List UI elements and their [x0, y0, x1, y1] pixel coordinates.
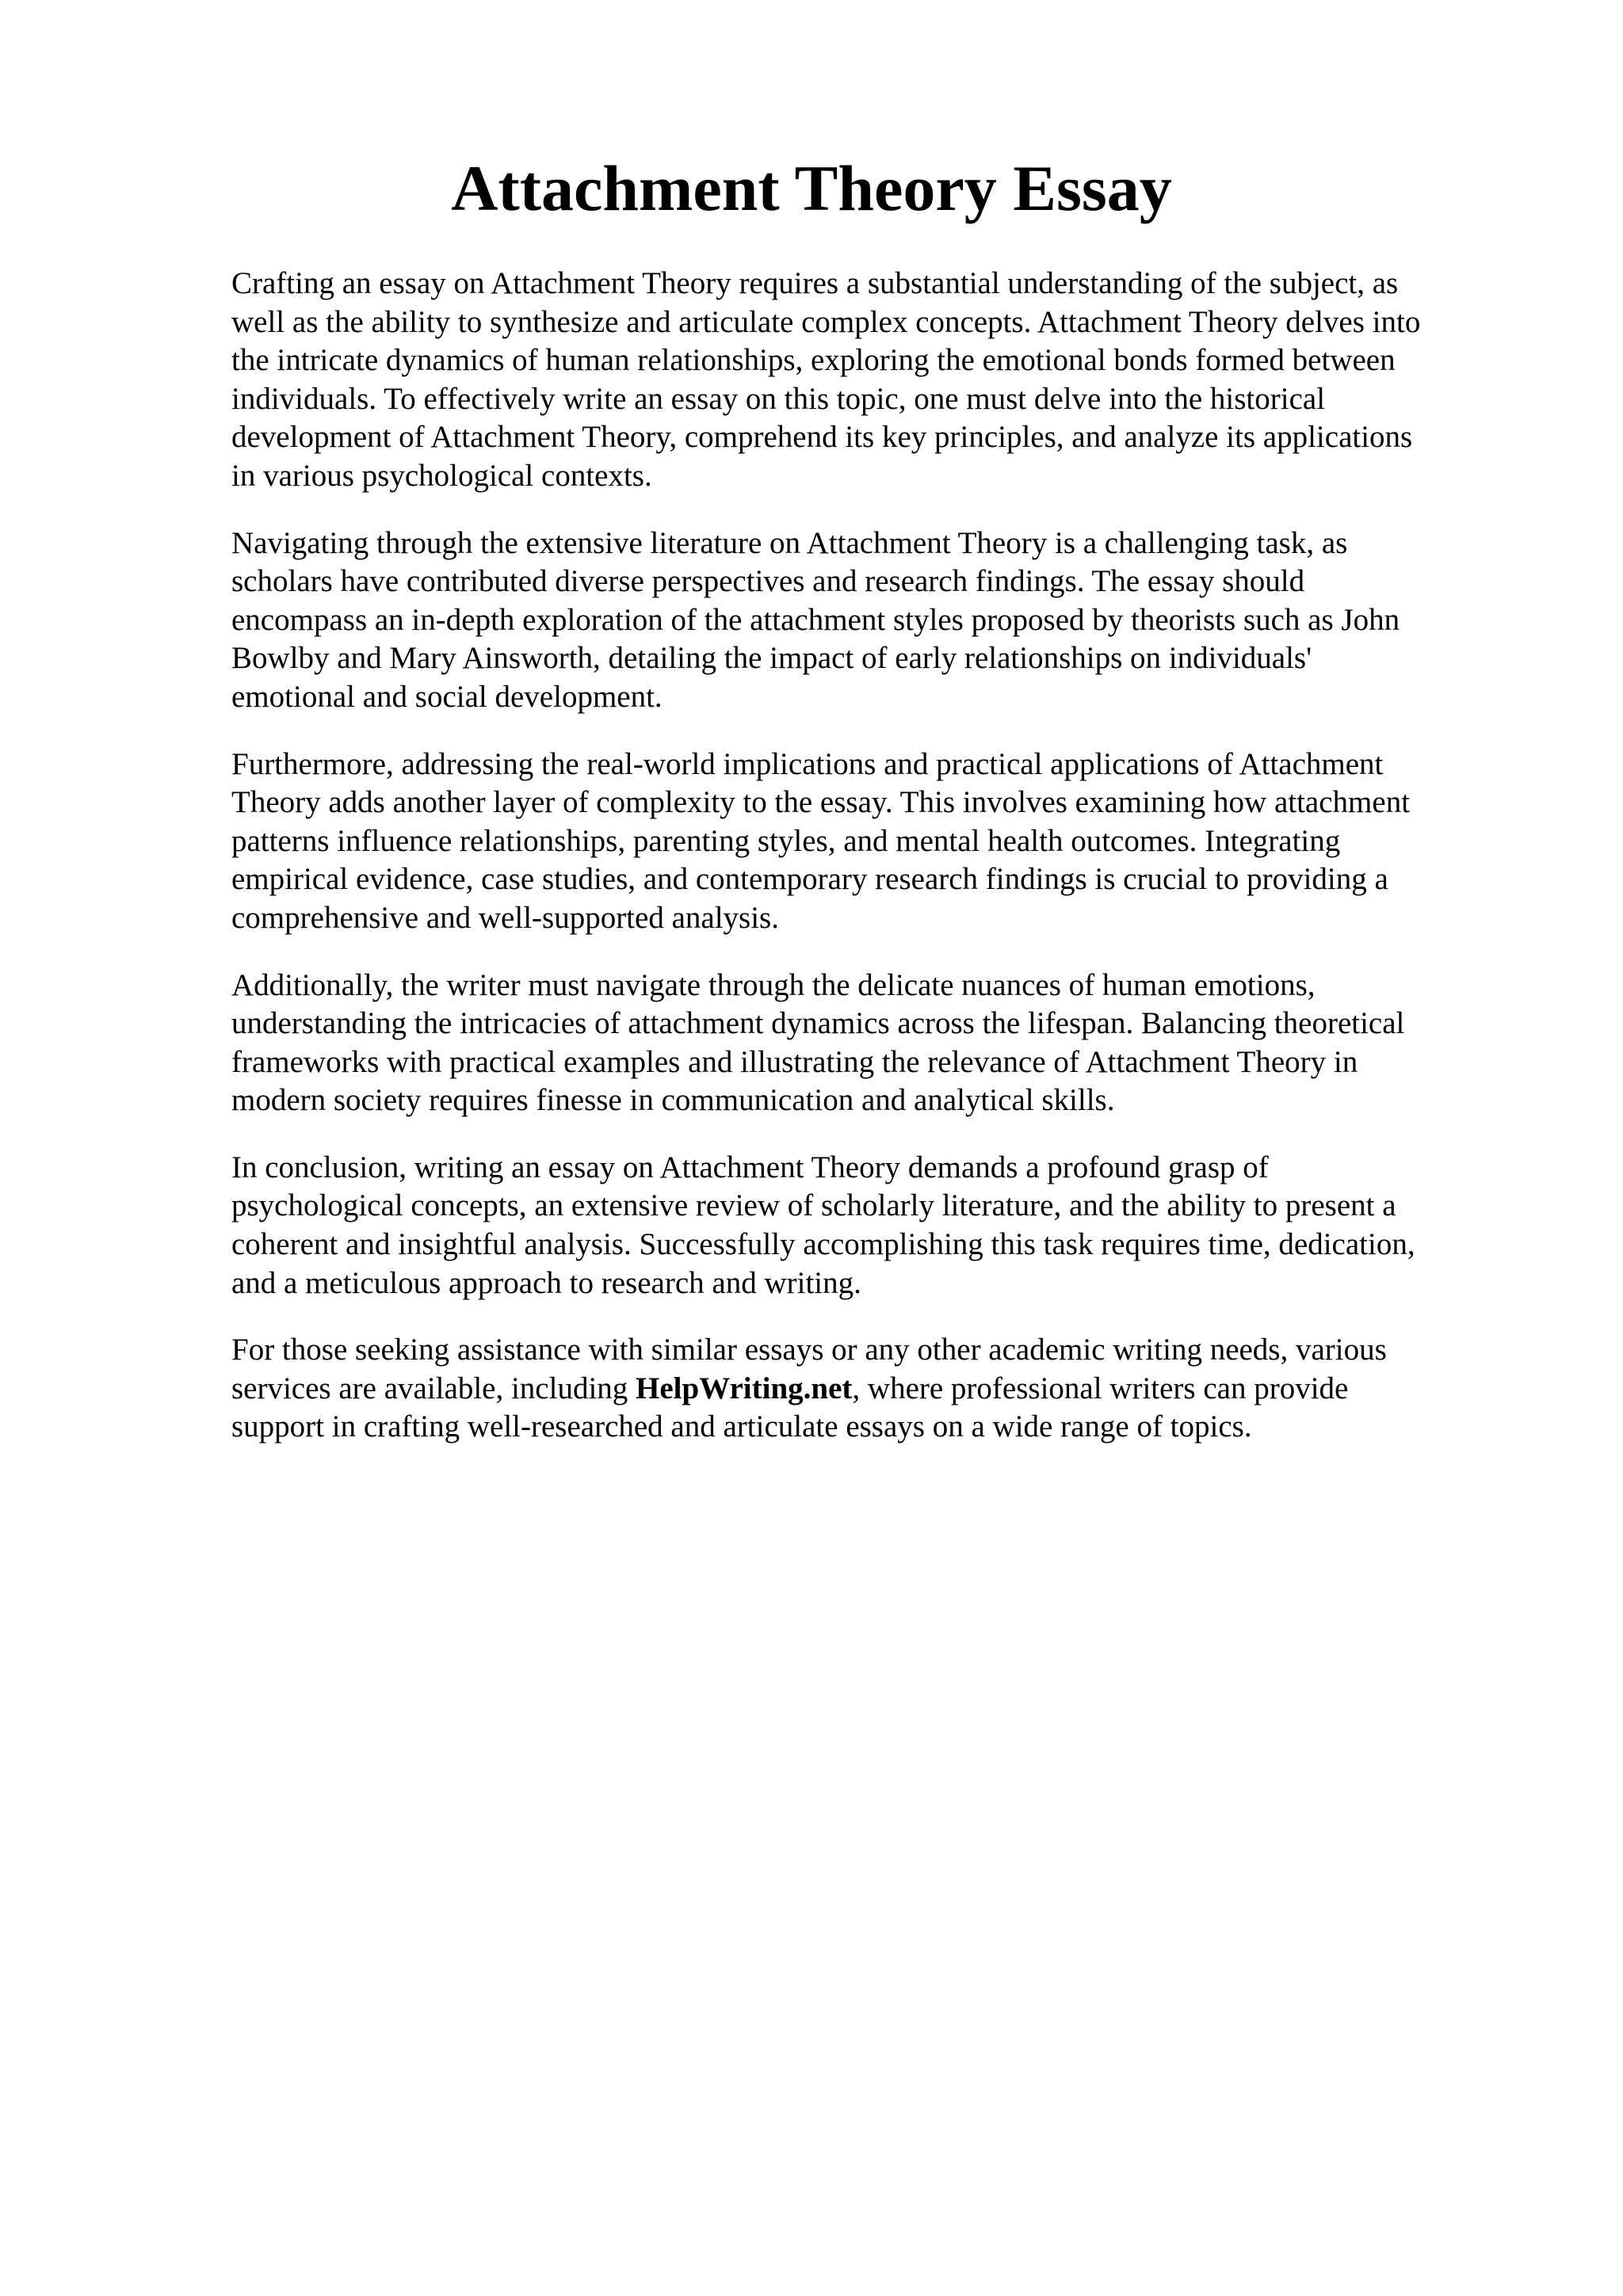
document-title: Attachment Theory Essay	[451, 152, 1172, 224]
paragraph-1	[231, 265, 1515, 496]
paragraph-line: understanding the intricacies of attachment dynamics across the lifespan. Balancing theoretical	[231, 1006, 1405, 1041]
paragraph-5	[231, 1149, 1515, 1302]
paragraph-line-with-brand	[231, 1370, 1515, 1409]
paragraph-line: Bowlby and Mary Ainsworth, detailing the impact of early relationships on individuals'	[231, 641, 1312, 676]
closing-text-before-brand: services are available, including	[231, 1371, 636, 1405]
closing-text-after-brand: , where professional writers can provide	[852, 1371, 1349, 1405]
paragraph-line: support in crafting well-researched and articulate essays on a wide range of topics.	[231, 1409, 1252, 1444]
paragraph-line: empirical evidence, case studies, and contemporary research findings is crucial to providing a	[231, 862, 1388, 897]
paragraph-line: development of Attachment Theory, comprehend its key principles, and analyze its applications	[231, 420, 1413, 455]
paragraph-line: the intricate dynamics of human relationships, exploring the emotional bonds formed between	[231, 343, 1396, 378]
paragraph-line: For those seeking assistance with similar essays or any other academic writing needs, various	[231, 1333, 1387, 1367]
paragraph-line: Furthermore, addressing the real-world implications and practical applications of Attachment	[231, 746, 1384, 781]
paragraph-line: Crafting an essay on Attachment Theory requires a substantial understanding of the subject, as	[231, 266, 1399, 300]
paragraph-line: and a meticulous approach to research and writing.	[231, 1265, 861, 1300]
helpwriting-brand-name: HelpWriting.net	[636, 1371, 853, 1405]
paragraph-line: individuals. To effectively write an essay on this topic, one must delve into the historical	[231, 381, 1326, 416]
paragraph-line: Navigating through the extensive literature on Attachment Theory is a challenging task, as	[231, 525, 1348, 560]
paragraph-line: patterns influence relationships, parenting styles, and mental health outcomes. Integrating	[231, 823, 1341, 858]
document-body	[231, 265, 1515, 1475]
paragraph-line: well as the ability to synthesize and articulate complex concepts. Attachment Theory delves into	[231, 304, 1421, 339]
paragraph-line: Additionally, the writer must navigate through the delicate nuances of human emotions,	[231, 967, 1316, 1002]
paragraph-line: encompass an in-depth exploration of the attachment styles proposed by theorists such as John	[231, 602, 1400, 637]
paragraph-line: In conclusion, writing an essay on Attachment Theory demands a profound grasp of	[231, 1150, 1269, 1184]
paragraph-2	[231, 524, 1515, 717]
paragraph-line: modern society requires finesse in communication and analytical skills.	[231, 1083, 1115, 1118]
paragraph-closing	[231, 1331, 1515, 1447]
paragraph-4	[231, 967, 1515, 1120]
paragraph-line: coherent and insightful analysis. Successfully accomplishing this task requires time, dedication,	[231, 1227, 1415, 1262]
paragraph-line: in various psychological contexts.	[231, 458, 652, 493]
paragraph-line: frameworks with practical examples and illustrating the relevance of Attachment Theory in	[231, 1044, 1358, 1079]
paragraph-line: scholars have contributed diverse perspectives and research findings. The essay should	[231, 564, 1305, 599]
paragraph-3	[231, 746, 1515, 938]
paragraph-line: Theory adds another layer of complexity to the essay. This involves examining how attachment	[231, 785, 1411, 820]
paragraph-line: comprehensive and well-supported analysis.	[231, 900, 779, 935]
paragraph-line: psychological concepts, an extensive review of scholarly literature, and the ability to present a	[231, 1188, 1396, 1223]
paragraph-line: emotional and social development.	[231, 679, 663, 714]
